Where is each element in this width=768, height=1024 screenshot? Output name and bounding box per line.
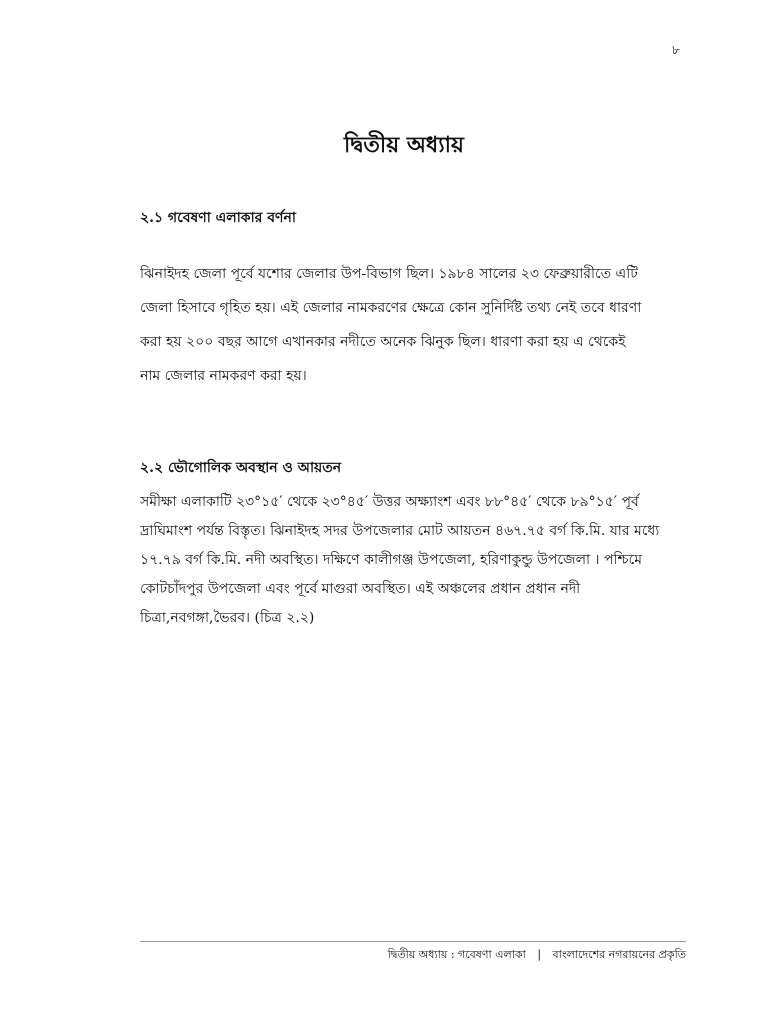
paragraph-line: চিত্রা,নবগঙ্গা,ভৈরব। (চিত্র ২.২): [140, 610, 315, 626]
paragraph-study-area: [140, 264, 686, 400]
paragraph-line: ১৭.৭৯ বর্গ কি.মি. নদী অবস্থিত। দক্ষিণে কালীগঞ্জ উপজেলা, হরিণাকুন্ডু উপজেলা । পশ্চিমে: [140, 552, 642, 568]
section-heading-study-area: ২.১ গবেষণা এলাকার বর্ণনা: [140, 210, 296, 226]
paragraph-line: কোটচাঁদপুর উপজেলা এবং পূর্বে মাগুরা অবস্থিত। এই অঞ্চলের প্রধান প্রধান নদী: [140, 581, 581, 597]
paragraph-geography: [140, 492, 686, 637]
footer-separator: |: [537, 948, 542, 961]
paragraph-line: সমীক্ষা এলাকাটি ২৩°১৫′ থেকে ২৩°৪৫′ উত্তর অক্ষ্যাংশ এবং ৮৮°৪৫′ থেকে ৮৯°১৫′ পূর্ব: [140, 494, 639, 510]
paragraph-line: ঝিনাইদহ জেলা পূর্বে যশোর জেলার উপ-বিভাগ ছিল। ১৯৮৪ সালের ২৩ ফেব্রুয়ারীতে এটি: [140, 266, 638, 282]
footer-chapter-label: দ্বিতীয় অধ্যায় : গবেষণা এলাকা: [387, 948, 526, 961]
footer-divider: [140, 941, 686, 942]
page-footer: [388, 946, 686, 965]
page-number: ৮: [672, 43, 680, 57]
paragraph-line: করা হয় ২০০ বছর আগে এখানকার নদীতে অনেক ঝিনুক ছিল। ধারণা করা হয় এ থেকেই: [140, 334, 626, 350]
footer-book-title: বাংলাদেশের নগরায়নের প্রকৃতি: [552, 948, 686, 961]
section-heading-geography: ২.২ ভৌগোলিক অবস্থান ও আয়তন: [140, 460, 342, 476]
chapter-title: দ্বিতীয় অধ্যায়: [344, 132, 464, 158]
paragraph-line: নাম জেলার নামকরণ করা হয়।: [140, 368, 307, 384]
paragraph-line: জেলা হিসাবে গৃহিত হয়। এই জেলার নামকরণের ক্ষেত্রে কোন সুনির্দিষ্ট তথ্য নেই তবে ধারণা: [140, 300, 642, 316]
paragraph-line: দ্রাঘিমাংশ পর্যন্ত বিস্তৃত। ঝিনাইদহ সদর উপজেলার মোট আয়তন ৪৬৭.৭৫ বর্গ কি.মি. যার মধ্যে: [140, 523, 660, 539]
